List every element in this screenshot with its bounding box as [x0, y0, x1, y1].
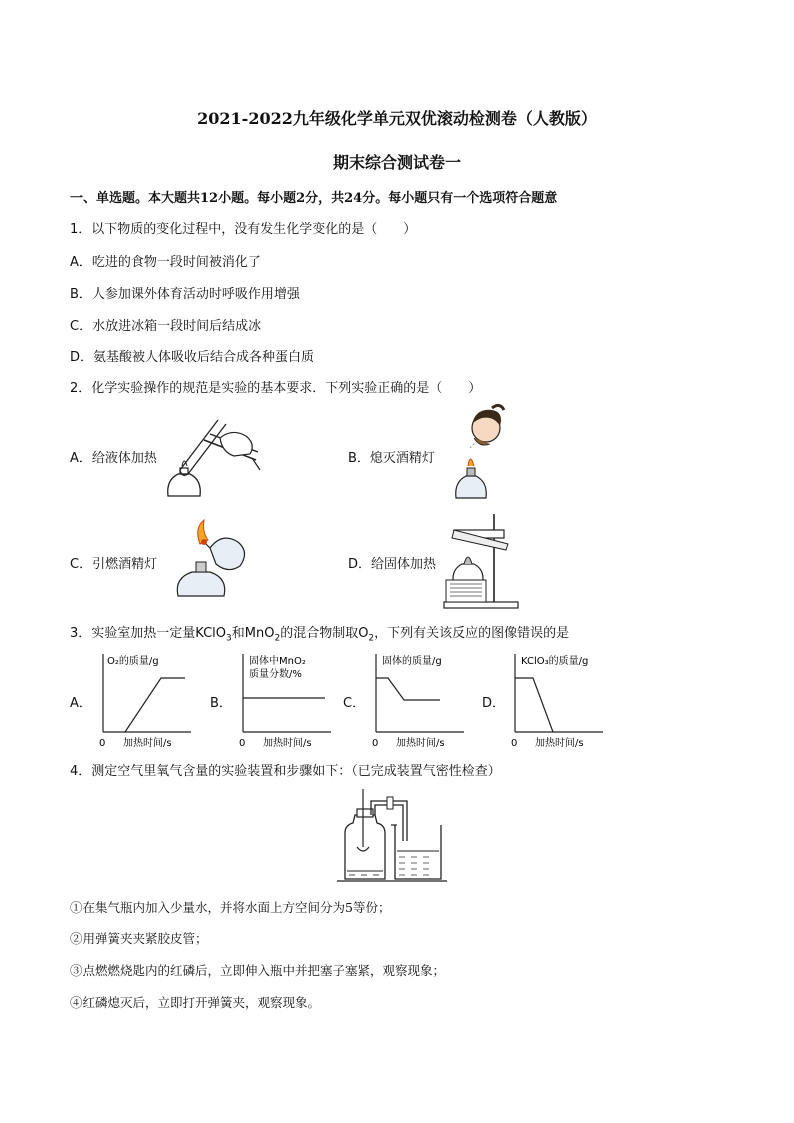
q3-graph-b-letter: B．: [210, 696, 232, 711]
q2-option-c: C．引燃酒精灯: [70, 557, 158, 572]
heating-liquid-test-tube-icon: [160, 408, 270, 500]
origin-label: 0: [372, 738, 379, 749]
q3-stem-part2: 和MnO: [231, 626, 275, 641]
q4-step-2: ②用弹簧夹夹紧胶皮管；: [70, 931, 208, 946]
y-axis-label: 固体的质量/g: [382, 656, 442, 667]
curve: [125, 678, 185, 732]
x-axis-label: 加热时间/s: [123, 738, 172, 749]
y-axis-label: KClO₃的质量/g: [521, 656, 589, 667]
blowing-out-alcohol-lamp-icon: [440, 402, 510, 502]
q1-option-c: C．水放进冰箱一段时间后结成冰: [70, 319, 262, 334]
q3-graph-d: [507, 650, 617, 750]
q1-option-d: D．氨基酸被人体吸收后结合成各种蛋白质: [70, 350, 315, 365]
q3-sub-2: 2: [274, 633, 281, 644]
air-oxygen-measurement-apparatus-icon: [335, 785, 455, 883]
origin-label: 0: [511, 738, 518, 749]
document-title: 2021-2022九年级化学单元双优滚动检测卷（人教版）: [197, 109, 597, 128]
q2-option-b: B．熄灭酒精灯: [348, 451, 435, 466]
x-axis-label: 加热时间/s: [263, 738, 312, 749]
q2-stem: 2．化学实验操作的规范是实验的基本要求．下列实验正确的是（ ）: [70, 381, 482, 396]
q3-stem: [70, 622, 569, 644]
q3-stem-part4: ，下列有关该反应的图像错误的是: [374, 626, 570, 641]
q2-option-a: A．给液体加热: [70, 451, 157, 466]
q1-stem: 1．以下物质的变化过程中，没有发生化学变化的是（ ）: [70, 222, 417, 237]
y-axis-label-line2: 质量分数/%: [249, 669, 302, 680]
curve: [376, 678, 440, 700]
q4-step-3: ③点燃燃烧匙内的红磷后，立即伸入瓶中并把塞子塞紧，观察现象；: [70, 963, 446, 978]
curve: [515, 678, 553, 732]
y-axis-label: O₂的质量/g: [107, 656, 159, 667]
q3-stem-part3: 的混合物制取O: [280, 626, 369, 641]
q1-option-b: B．人参加课外体育活动时呼吸作用增强: [70, 287, 300, 302]
q4-stem: 4．测定空气里氧气含量的实验装置和步骤如下：（已完成装置气密性检查）: [70, 764, 501, 779]
q1-option-a: A．吃进的食物一段时间被消化了: [70, 255, 261, 270]
q4-step-1: ①在集气瓶内加入少量水，并将水面上方空间分为5等份；: [70, 900, 391, 915]
q3-stem-part1: 3．实验室加热一定量KClO: [70, 626, 227, 641]
q2-option-d: D．给固体加热: [348, 557, 437, 572]
x-axis-label: 加热时间/s: [535, 738, 584, 749]
q3-sub-1: 3: [226, 633, 232, 644]
origin-label: 0: [239, 738, 246, 749]
document-subtitle: 期末综合测试卷一: [332, 153, 461, 172]
origin-label: 0: [99, 738, 106, 749]
q3-sub-3: 2: [368, 633, 375, 644]
x-axis-label: 加热时间/s: [396, 738, 445, 749]
lighting-lamp-with-lamp-icon: [170, 518, 255, 603]
q3-graph-a-letter: A．: [70, 696, 92, 711]
q3-graph-c-letter: C．: [343, 696, 366, 711]
q4-step-4: ④红磷熄灭后，立即打开弹簧夹，观察现象。: [70, 995, 321, 1010]
q3-graph-c: [368, 650, 478, 750]
y-axis-label-line1: 固体中MnO₂: [249, 656, 306, 667]
q3-graph-d-letter: D．: [482, 696, 506, 711]
q3-graph-a: [95, 650, 205, 750]
heating-solid-iron-stand-icon: [440, 510, 525, 610]
q3-graph-b: [235, 650, 345, 750]
section-heading: 一、单选题。本大题共12小题。每小题2分，共24分。每小题只有一个选项符合题意: [70, 191, 558, 206]
